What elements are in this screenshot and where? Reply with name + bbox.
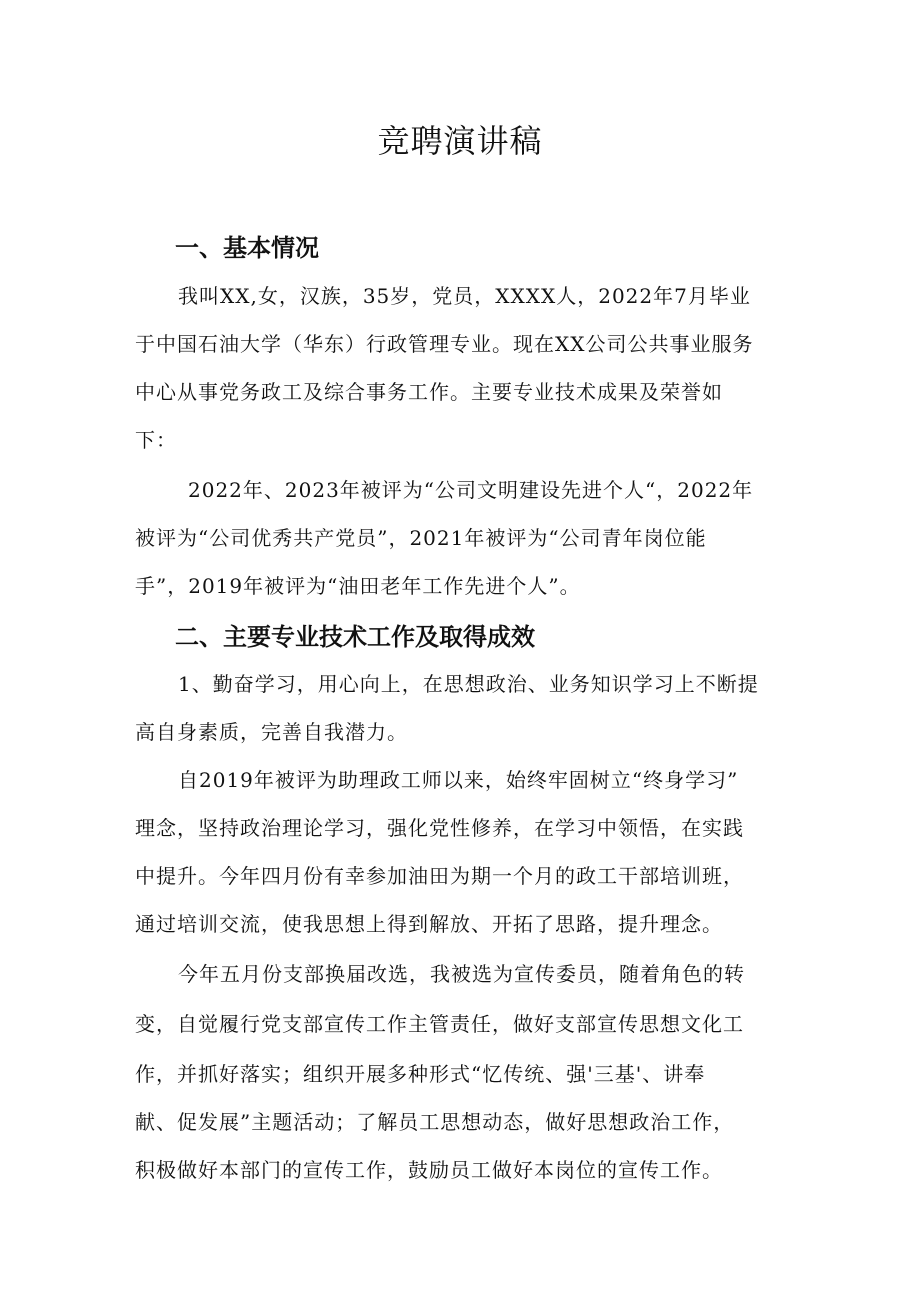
paragraph-line: 变，自觉履行党支部宣传工作主管责任，做好支部宣传思想文化工 xyxy=(135,1012,744,1036)
paragraph-line: 2022年、2023年被评为“公司文明建设先进个人“，2022年 xyxy=(188,478,754,502)
section-heading-work-achievements: 二、主要专业技术工作及取得成效 xyxy=(175,623,535,651)
paragraph-line: 我叫XX,女，汉族，35岁，党员，XXXX人，2022年7月毕业 xyxy=(178,284,751,308)
paragraph-line: 今年五月份支部换届改选，我被选为宣传委员，随着角色的转 xyxy=(178,962,745,986)
paragraph-line: 1、勤奋学习，用心向上，在思想政治、业务知识学习上不断提 xyxy=(178,672,759,696)
paragraph-line: 高自身素质，完善自我潜力。 xyxy=(135,720,408,744)
paragraph-line: 中提升。今年四月份有幸参加油田为期一个月的政工干部培训班， xyxy=(135,864,744,888)
paragraph-line: 下： xyxy=(135,428,177,452)
paragraph-line: 被评为“公司优秀共产党员”，2021年被评为“公司青年岗位能 xyxy=(135,526,707,550)
paragraph-line: 通过培训交流，使我思想上得到解放、开拓了思路，提升理念。 xyxy=(135,912,723,936)
paragraph-line: 自2019年被评为助理政工师以来，始终牢固树立“终身学习” xyxy=(178,768,739,792)
paragraph-line: 献、促发展”主题活动；了解员工思想动态，做好思想政治工作， xyxy=(135,1110,735,1134)
document-title: 竞聘演讲稿 xyxy=(377,122,543,160)
paragraph-line: 积极做好本部门的宣传工作，鼓励员工做好本岗位的宣传工作。 xyxy=(135,1158,723,1182)
paragraph-line: 中心从事党务政工及综合事务工作。主要专业技术成果及荣誉如 xyxy=(135,380,723,404)
paragraph-line: 作，并抓好落实；组织开展多种形式“忆传统、强'三基'、讲奉 xyxy=(135,1062,706,1086)
paragraph-line: 理念，坚持政治理论学习，强化党性修养，在学习中领悟，在实践 xyxy=(135,816,744,840)
section-heading-basic-info: 一、基本情况 xyxy=(175,234,319,262)
paragraph-line: 手”，2019年被评为“油田老年工作先进个人”。 xyxy=(135,574,581,598)
paragraph-line: 于中国石油大学（华东）行政管理专业。现在XX公司公共事业服务 xyxy=(135,332,754,356)
